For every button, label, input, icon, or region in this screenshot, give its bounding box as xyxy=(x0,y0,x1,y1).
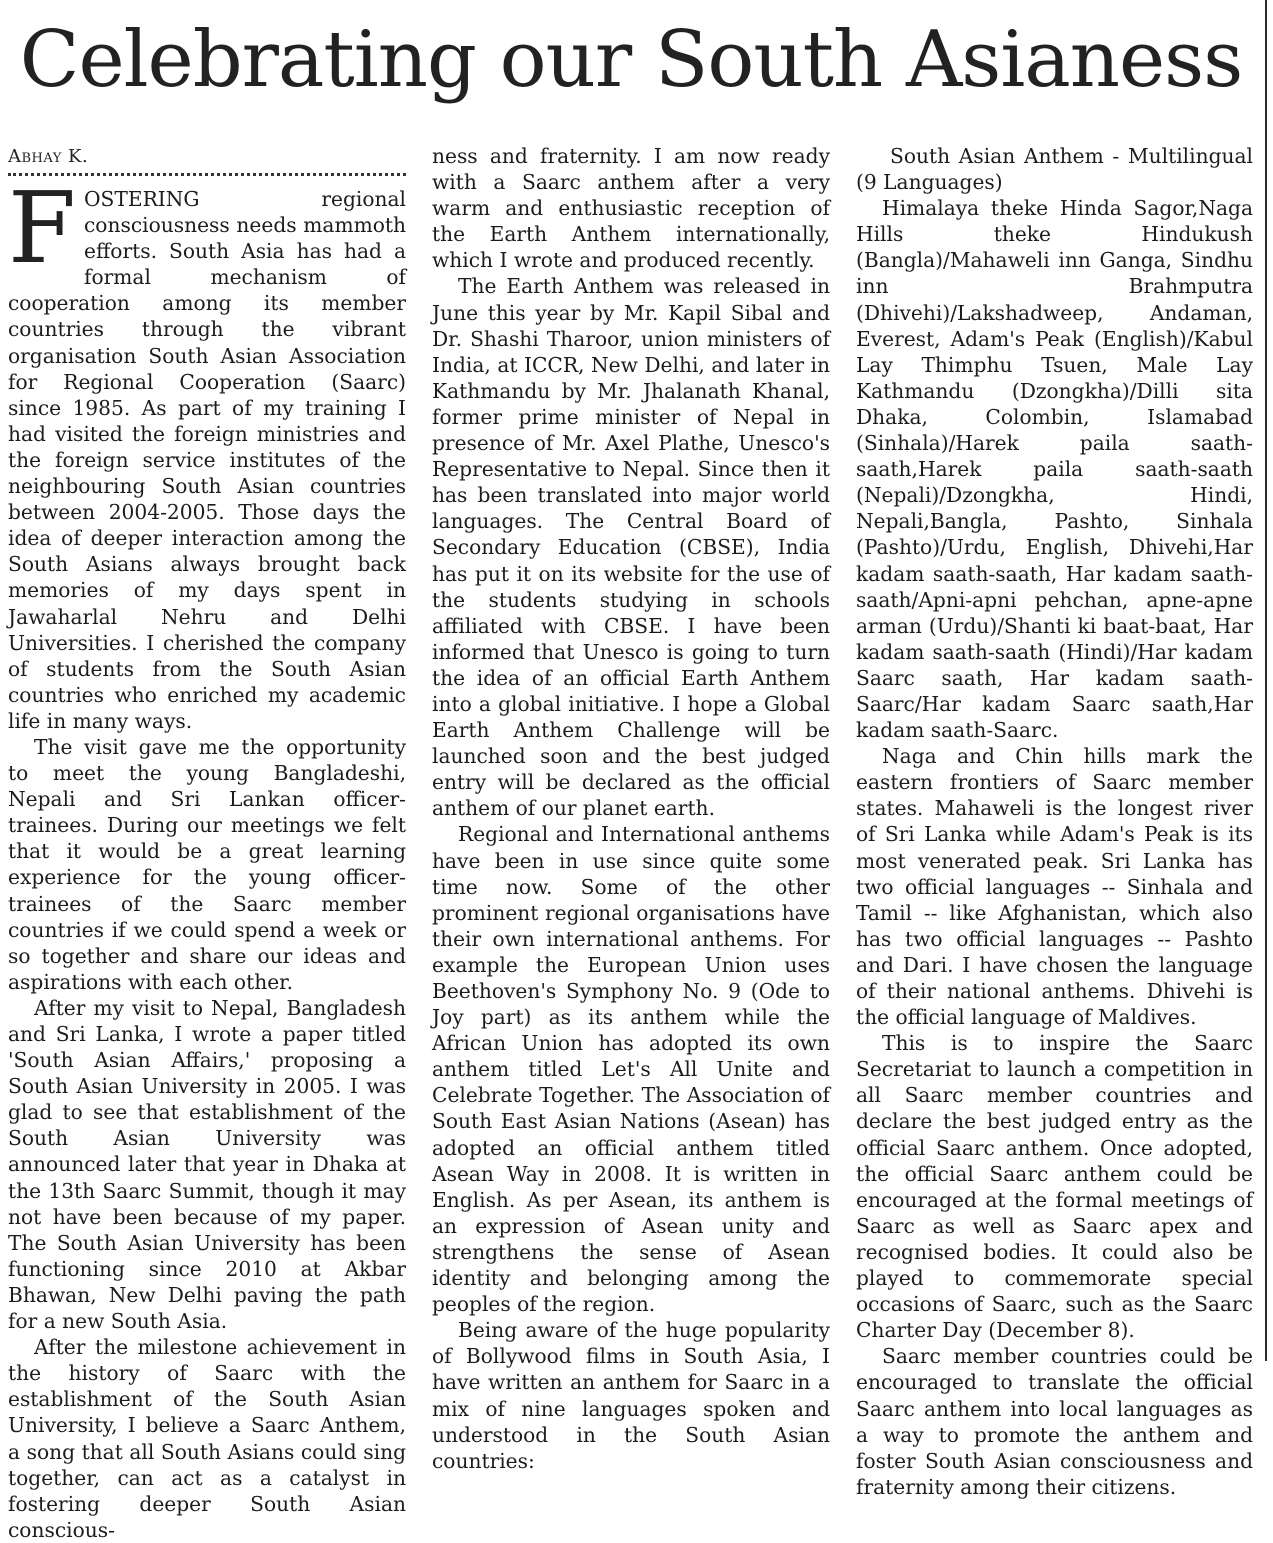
paragraph: After the milestone achievement in the history of Saarc with the establishment of the South Asian University, I believe a Saarc Anthem, a song that all South Asians could sing together, can act as a catalyst in fostering deeper South Asian conscious- xyxy=(8,1335,406,1542)
headline: Celebrating our South Asianess xyxy=(19,15,1243,105)
continuation-paragraph: ness and fraternity. I am now ready with a Saarc anthem after a very warm and enthusiastic reception of the Earth Anthem internationally, which I wrote and produced recently. xyxy=(432,144,830,273)
paragraph: This is to inspire the Saarc Secretariat to launch a competition in all Saarc member countries and declare the best judged entry as the official Saarc anthem. Once adopted, the official Saarc anthem could be encouraged at the formal meetings of Saarc as well as Saarc apex and recognised bodies. It could also be played to commemorate special occasions of Saarc, such as the Saarc Charter Day (December 8). xyxy=(856,1031,1253,1343)
lead-text: regional consciousness needs mammoth efforts. South Asia has had a formal mechanism of cooperation among its member countries through the vibrant organisation South Asian Association for Regional Cooperation (Saarc) since 1985. As part of my training I had visited the foreign ministries and the foreign service institutes of the neighbouring South Asian countries between 2004-2005. Those days the idea of deeper interaction among the South Asians always brought back memories of my days spent in Jawaharlal Nehru and Delhi Universities. I cherished the company of students from the South Asian countries who enriched my academic life in many ways. xyxy=(8,187,406,733)
lead-word: OSTERING xyxy=(84,187,200,211)
page-edge-rule xyxy=(1265,0,1267,1361)
paragraph: The Earth Anthem was released in June this year by Mr. Kapil Sibal and Dr. Shashi Tharoor, union ministers of India, at ICCR, New Delhi, and later in Kathmandu by Mr. Jhalanath Khanal, former prime minister of Nepal in presence of Mr. Axel Plathe, Unesco's Representative to Nepal. Since then it has been translated into major world languages. The Central Board of Secondary Education (CBSE), India has put it on its website for the use of the students studying in schools affiliated with CBSE. I have been informed that Unesco is going to turn the idea of an official Earth Anthem into a global initiative. I hope a Global Earth Anthem Challenge will be launched soon and the best judged entry will be declared as the official anthem of our planet earth. xyxy=(432,274,830,821)
column-3 xyxy=(856,143,1253,1500)
column-2 xyxy=(432,143,830,1474)
paragraph: After my visit to Nepal, Bangladesh and Sri Lanka, I wrote a paper titled 'South Asian Affairs,' proposing a South Asian University in 2005. I was glad to see that establishment of the South Asian University was announced later that year in Dhaka at the 13th Saarc Summit, though it may not have been because of my paper. The South Asian University has been functioning since 2010 at Akbar Bhawan, New Delhi paving the path for a new South Asia. xyxy=(8,995,406,1334)
byline: Abhay K. xyxy=(8,146,89,167)
lead-paragraph xyxy=(8,172,406,734)
paragraph: Naga and Chin hills mark the eastern frontiers of Saarc member states. Mahaweli is the longest river of Sri Lanka while Adam's Peak is its most venerated peak. Sri Lanka has two official languages -- Sinhala and Tamil -- like Afghanistan, which also has two official languages -- Pashto and Dari. I have chosen the language of their national anthems. Dhivehi is the official language of Maldives. xyxy=(856,744,1253,1030)
column-1 xyxy=(8,172,406,1543)
anthem-lyrics: Himalaya theke Hinda Sagor,Naga Hills theke Hindukush (Bangla)/Mahaweli inn Ganga, Sindhu inn Brahmputra (Dhivehi)/Lakshadweep, Andaman, Everest, Adam's Peak (English)/Kabul Lay Thimphu Tsuen, Male Lay Kathmandu (Dzongkha)/Dilli sita Dhaka, Colombin, Islamabad (Sinhala)/Harek paila saath-saath,Harek paila saath-saath (Nepali)/Dzongkha, Hindi, Nepali,Bangla, Pashto, Sinhala (Pashto)/Urdu, English, Dhivehi,Har kadam saath-saath, Har kadam saath-saath/Apni-apni pehchan, apne-apne arman (Urdu)/Shanti ki baat-baat, Har kadam saath-saath (Hindi)/Har kadam Saarc saath, Har kadam saath-Saarc/Har kadam Saarc saath,Har kadam saath-Saarc. xyxy=(856,196,1253,743)
paragraph: Saarc member countries could be encouraged to translate the official Saarc anthem into local languages as a way to promote the anthem and foster South Asian consciousness and fraternity among their citizens. xyxy=(856,1344,1253,1499)
paragraph: The visit gave me the opportunity to meet the young Bangladeshi, Nepali and Sri Lankan officer-trainees. During our meetings we felt that it would be a great learning experience for the young officer-trainees of the Saarc member countries if we could spend a week or so together and share our ideas and aspirations with each other. xyxy=(8,734,406,994)
anthem-heading: South Asian Anthem - Multilingual (9 Languages) xyxy=(856,144,1253,195)
cropped-previous-text xyxy=(20,0,1253,2)
paragraph: Regional and International anthems have been in use since quite some time now. Some of the other prominent regional organisations have their own international anthems. For example the European Union uses Beethoven's Symphony No. 9 (Ode to Joy part) as its anthem while the African Union has adopted its own anthem titled Let's All Unite and Celebrate Together. The Association of South East Asian Nations (Asean) has adopted an official anthem titled Asean Way in 2008. It is written in English. As per Asean, its anthem is an expression of Asean unity and strengthens the sense of Asean identity and belonging among the peoples of the region. xyxy=(432,822,830,1317)
paragraph: Being aware of the huge popularity of Bollywood films in South Asia, I have written an anthem for Saarc in a mix of nine languages spoken and understood in the South Asian countries: xyxy=(432,1318,830,1473)
drop-cap: F xyxy=(8,172,76,286)
